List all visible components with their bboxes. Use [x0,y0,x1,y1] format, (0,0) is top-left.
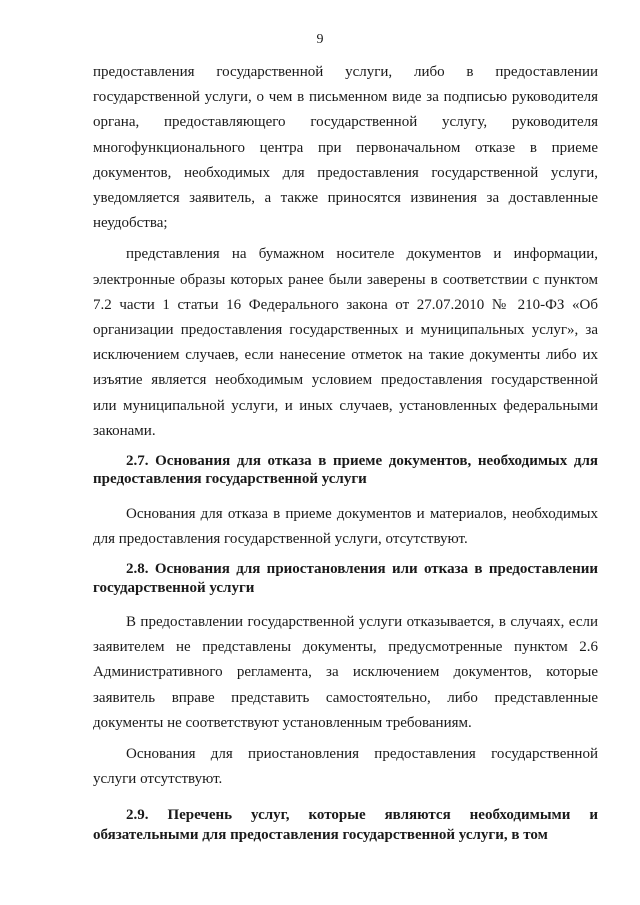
paragraph-no-refusal-grounds: Основания для отказа в приеме документов и материалов, необходимых для предоставления государственной услуги, отсутствуют. [93,505,598,548]
paragraph-refusal-cases: В предоставлении государственной услуги отказывается, в случаях, если заявителем не представлены документы, предусмотренные пунктом 2.6 Административного регламента, за исключением документов, которые заявитель вправе представить самостоятельно, либо представленные документы не соответствуют установленным требованиям. [93,614,598,731]
paragraph-paper-documents: представления на бумажном носителе документов и информации, электронные образы которых ранее были заверены в соответствии с пунктом 7.2 части 1 статьи 16 Федерального закона от 27.07.2010 № 210-ФЗ «Об организации предоставления государственных и муниципальных услуг», за исключением случаев, если нанесение отметок на такие документы либо их изъятие является необходимым условием предоставления государственной или муниципальной услуги, и иных случаев, установленных федеральными законами. [93,246,598,439]
paragraph-no-suspension-grounds: Основания для приостановления предоставления государственной услуги отсутствуют. [93,746,598,788]
paragraph-refusal-notice: предоставления государственной услуги, либо в предоставлении государственной услуги, о чем в письменном виде за подписью руководителя органа, предоставляющего государственной услугу, руководителя многофункционального центра при первоначальном отказе в приеме документов, необходимых для предоставления государственной услуги, уведомляется заявитель, а также приносятся извинения за доставленные неудобства; [93,64,598,232]
section-heading-2-8: 2.8. Основания для приостановления или отказа в предоставлении государственной услуги [93,561,598,596]
section-heading-2-9: 2.9. Перечень услуг, которые являются необходимыми и обязательными для предоставления государственной услуги, в том [93,806,598,843]
document-body [93,60,598,845]
page-number: 9 [316,32,324,47]
section-heading-2-7: 2.7. Основания для отказа в приеме документов, необходимых для предоставления государственной услуги [93,453,598,488]
